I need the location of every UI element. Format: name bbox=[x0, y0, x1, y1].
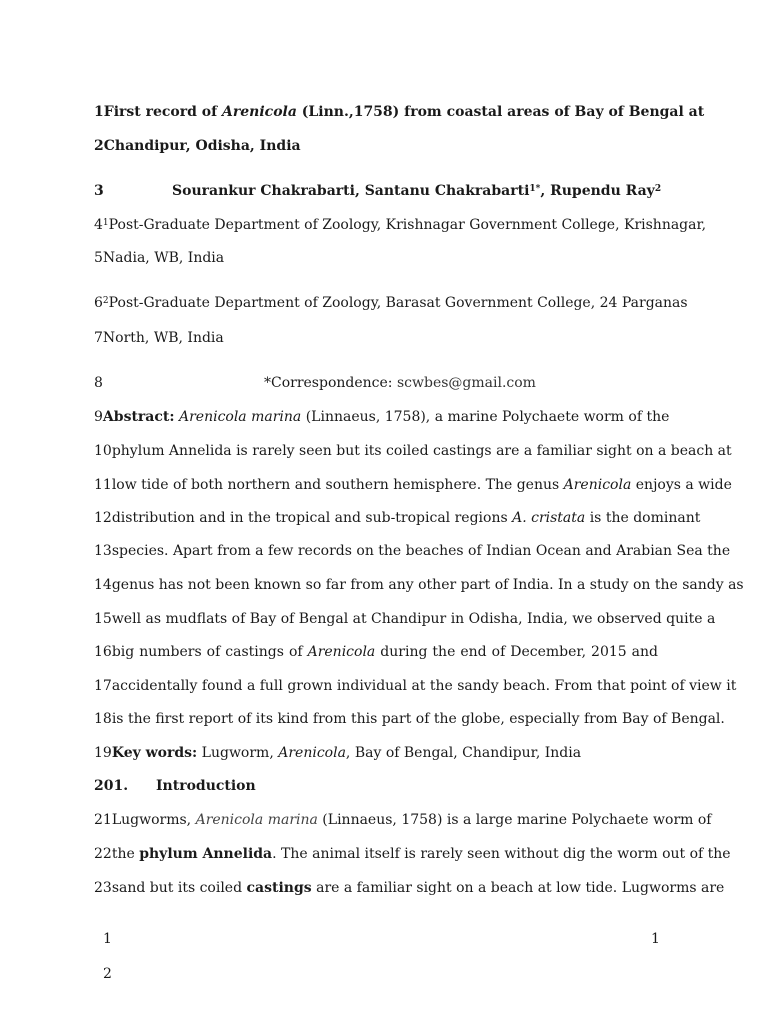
abstract-line-15 bbox=[94, 609, 716, 629]
line-number: 13 bbox=[94, 543, 112, 559]
section-heading-line bbox=[94, 776, 658, 796]
line-number: 14 bbox=[94, 577, 112, 593]
correspondence bbox=[264, 373, 536, 393]
genus-name: Arenicola bbox=[563, 477, 632, 493]
line-number: 2 bbox=[94, 138, 104, 154]
affiliation-mark: 1* bbox=[529, 184, 541, 194]
species-name: A. cristata bbox=[512, 510, 586, 526]
abstract-text: (Linnaeus, 1758), a marine Polychaete worm of the bbox=[301, 409, 670, 425]
line-number: 8 bbox=[94, 375, 103, 391]
line-number: 15 bbox=[94, 611, 112, 627]
abstract-text: phylum Annelida is rarely seen but its coiled castings are a familiar sight on a beach at bbox=[111, 443, 732, 459]
affiliation-mark: 2 bbox=[102, 296, 109, 306]
affiliation-2-line-2 bbox=[94, 328, 658, 348]
affiliation-text: North, WB, India bbox=[102, 330, 224, 346]
title-text: Chandipur, Odisha, India bbox=[103, 138, 301, 154]
title-line-2 bbox=[94, 136, 658, 156]
intro-text: are a familiar sight on a beach at low tide. Lugworms are bbox=[311, 880, 725, 896]
intro-text: (Linnaeus, 1758) is a large marine Polychaete worm of bbox=[317, 812, 712, 828]
abstract-line-18 bbox=[94, 709, 725, 729]
title-line-1 bbox=[94, 102, 705, 122]
page-number: 1 bbox=[651, 931, 660, 947]
abstract-line-10 bbox=[94, 441, 732, 461]
footer-left-number-1: 1 bbox=[103, 931, 112, 947]
line-number: 22 bbox=[94, 846, 112, 862]
correspondence-label: *Correspondence: bbox=[264, 375, 397, 391]
abstract-text: during the end of December, 2015 and bbox=[375, 644, 659, 660]
correspondence-line bbox=[94, 373, 658, 393]
abstract-line-17 bbox=[94, 676, 737, 696]
line-number: 19 bbox=[94, 745, 112, 761]
abstract-text: genus has not been known so far from any other part of India. In a study on the sandy as bbox=[111, 577, 744, 593]
intro-line-21 bbox=[94, 810, 712, 830]
line-number: 9 bbox=[94, 409, 103, 425]
title-text: (Linn.,1758) from coastal areas of Bay of Bengal at bbox=[296, 104, 705, 120]
affiliation-text: Post-Graduate Department of Zoology, Barasat Government College, 24 Parganas bbox=[108, 295, 688, 311]
affiliation-mark: 1 bbox=[102, 218, 109, 228]
abstract-line-14 bbox=[94, 575, 744, 595]
line-number: 6 bbox=[94, 295, 103, 311]
abstract-line-12 bbox=[94, 508, 701, 528]
abstract-text: distribution and in the tropical and sub-tropical regions bbox=[111, 510, 513, 526]
affiliation-text: Nadia, WB, India bbox=[102, 250, 225, 266]
keywords-text: , Bay of Bengal, Chandipur, India bbox=[345, 745, 582, 761]
affiliation-mark: 2 bbox=[654, 184, 662, 194]
abstract-line-16 bbox=[94, 642, 658, 662]
intro-emphasis: phylum Annelida bbox=[139, 846, 273, 862]
line-number: 1 bbox=[94, 104, 104, 120]
intro-text: Lugworms, bbox=[111, 812, 196, 828]
abstract-line-9 bbox=[94, 407, 670, 427]
abstract-text: is the dominant bbox=[585, 510, 701, 526]
authors-line bbox=[94, 181, 662, 201]
line-number: 5 bbox=[94, 250, 103, 266]
abstract-text: low tide of both northern and southern hemisphere. The genus bbox=[111, 477, 564, 493]
intro-line-22 bbox=[94, 844, 731, 864]
line-number: 21 bbox=[94, 812, 112, 828]
line-number: 17 bbox=[94, 678, 112, 694]
line-number: 18 bbox=[94, 711, 112, 727]
section-number: 1. bbox=[113, 778, 129, 794]
footer-left-number-2: 2 bbox=[103, 966, 112, 982]
keywords-heading: Key words: bbox=[111, 745, 198, 761]
line-number: 7 bbox=[94, 330, 103, 346]
genus-name: Arenicola bbox=[278, 745, 346, 761]
line-number: 4 bbox=[94, 217, 103, 233]
email-link[interactable]: scwbes@gmail.com bbox=[396, 375, 536, 391]
section-title: Introduction bbox=[156, 778, 256, 794]
affiliation-1-line-2 bbox=[94, 248, 658, 268]
affiliation-2-line-1 bbox=[94, 293, 688, 313]
intro-text: . The animal itself is rarely seen without dig the worm out of the bbox=[272, 846, 731, 862]
abstract-heading: Abstract: bbox=[102, 409, 175, 425]
line-number: 16 bbox=[94, 644, 112, 660]
intro-line-23 bbox=[94, 878, 725, 898]
abstract-text: species. Apart from a few records on the beaches of Indian Ocean and Arabian Sea the bbox=[111, 543, 731, 559]
abstract-line-13 bbox=[94, 541, 731, 561]
line-number: 3 bbox=[94, 183, 104, 199]
keywords-line bbox=[94, 743, 658, 763]
intro-text: the bbox=[111, 846, 140, 862]
line-number: 23 bbox=[94, 880, 112, 896]
abstract-line-11 bbox=[94, 475, 732, 495]
title-text: First record of bbox=[103, 104, 223, 120]
author-names: , Rupendu Ray bbox=[540, 183, 655, 199]
line-number: 10 bbox=[94, 443, 112, 459]
line-number: 12 bbox=[94, 510, 112, 526]
abstract-text: well as mudflats of Bay of Bengal at Chandipur in Odisha, India, we observed quite a bbox=[111, 611, 716, 627]
affiliation-text: Post-Graduate Department of Zoology, Krishnagar Government College, Krishnagar, bbox=[108, 217, 707, 233]
keywords-text: Lugworm, bbox=[197, 745, 279, 761]
abstract-text: enjoys a wide bbox=[631, 477, 732, 493]
affiliation-1-line-1 bbox=[94, 215, 707, 235]
authors bbox=[172, 181, 661, 201]
intro-emphasis: castings bbox=[246, 880, 312, 896]
abstract-text: accidentally found a full grown individual at the sandy beach. From that point of view it bbox=[111, 678, 737, 694]
abstract-text: is the first report of its kind from this part of the globe, especially from Bay of Bengal. bbox=[111, 711, 725, 727]
species-name: Arenicola marina bbox=[174, 409, 302, 425]
line-number: 11 bbox=[94, 477, 112, 493]
intro-text: sand but its coiled bbox=[111, 880, 247, 896]
line-number: 20 bbox=[94, 778, 114, 794]
abstract-text: big numbers of castings of bbox=[111, 644, 308, 660]
species-name: Arenicola marina bbox=[195, 812, 318, 828]
genus-name: Arenicola bbox=[307, 644, 376, 660]
author-names: Sourankur Chakrabarti, Santanu Chakrabarti bbox=[172, 183, 530, 199]
title-genus: Arenicola bbox=[222, 104, 297, 120]
